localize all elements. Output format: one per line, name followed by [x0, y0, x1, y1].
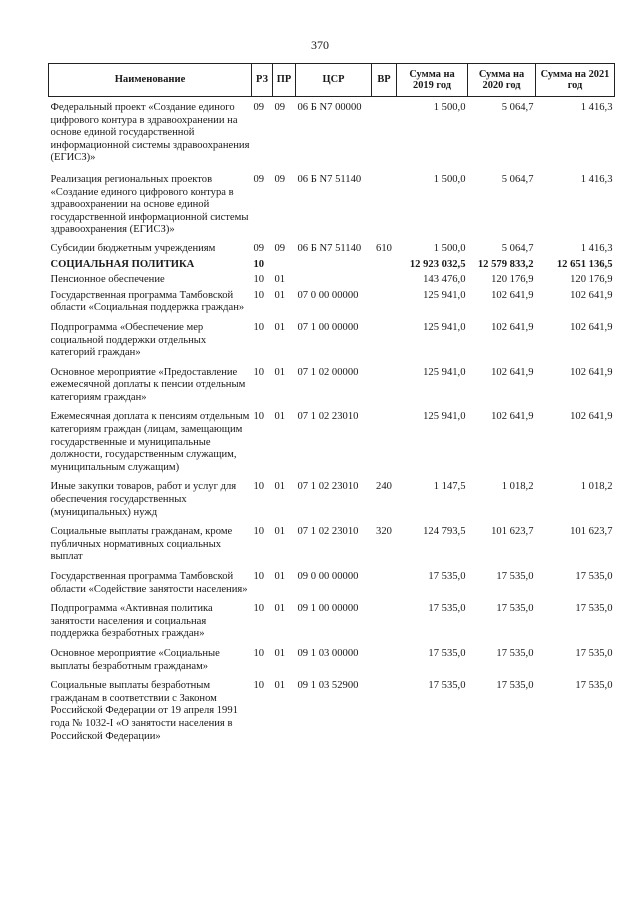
header-2019: Сумма на 2019 год [397, 64, 468, 97]
row-pr [273, 256, 296, 272]
row-sum-2019: 17 535,0 [428, 603, 466, 615]
table-row [49, 360, 615, 405]
row-name: Иные закупки товаров, работ и услуг для обеспечения государственных (муниципальных) нужд [50, 481, 237, 518]
row-name: Ежемесячная доплата к пенсиям отдельным категориям граждан (лицам, замещающим государственные и муниципальные должности, государственным служащим, муниципальным служащим) [50, 411, 250, 473]
row-name: Пенсионное обеспечение [50, 274, 165, 286]
row-sum-2019: 17 535,0 [428, 680, 466, 692]
row-rz: 10 [253, 411, 265, 423]
row-pr: 01 [274, 481, 286, 493]
table-row [49, 519, 615, 564]
header-rz: РЗ [252, 64, 273, 97]
row-vr [372, 404, 397, 474]
row-sum-2019: 1 147,5 [433, 481, 466, 493]
table-row [49, 237, 615, 256]
row-sum-2019: 125 941,0 [423, 321, 466, 333]
row-rz: 10 [253, 321, 265, 333]
row-name: Социальные выплаты безработным гражданам в соответствии с Законом Российской Федерации от 19 апреля 1991 года № 1032-I «О занятости населения в Российской Федерации» [50, 680, 238, 742]
row-rz: 10 [253, 258, 265, 270]
row-sum-2021: 1 416,3 [580, 173, 613, 185]
row-pr: 01 [274, 366, 286, 378]
row-vr: 240 [376, 481, 392, 493]
row-csr: 09 0 00 00000 [297, 571, 359, 582]
row-sum-2020: 12 579 833,2 [477, 258, 534, 270]
row-rz: 10 [253, 274, 265, 286]
row-sum-2020: 5 064,7 [501, 242, 534, 254]
row-sum-2020: 17 535,0 [496, 647, 534, 659]
row-vr [372, 315, 397, 360]
table-row [49, 256, 615, 272]
row-name: СОЦИАЛЬНАЯ ПОЛИТИКА [50, 258, 195, 270]
row-vr [372, 97, 397, 165]
table-row [49, 404, 615, 474]
row-csr: 07 1 02 00000 [297, 366, 359, 378]
row-vr [372, 641, 397, 673]
row-sum-2021: 102 641,9 [570, 289, 613, 301]
header-2021: Сумма на 2021 год [536, 64, 615, 97]
row-vr: 610 [376, 242, 392, 254]
row-sum-2020: 17 535,0 [496, 680, 534, 692]
row-rz: 10 [253, 481, 265, 493]
row-sum-2020: 102 641,9 [491, 289, 534, 301]
row-sum-2021: 102 641,9 [570, 366, 613, 378]
row-sum-2019: 124 793,5 [423, 526, 466, 538]
table-row [49, 271, 615, 287]
row-vr [372, 271, 397, 287]
row-rz: 10 [253, 647, 265, 659]
row-pr: 09 [274, 173, 286, 185]
row-sum-2020: 17 535,0 [496, 571, 534, 582]
row-sum-2021: 101 623,7 [570, 526, 613, 538]
row-sum-2020: 5 064,7 [501, 173, 534, 185]
row-csr: 06 Б N7 51140 [297, 173, 362, 185]
row-sum-2021: 12 651 136,5 [556, 258, 613, 270]
row-sum-2019: 143 476,0 [423, 274, 466, 286]
row-vr [372, 673, 397, 743]
row-sum-2021: 17 535,0 [575, 647, 613, 659]
row-sum-2020: 101 623,7 [491, 526, 534, 538]
row-sum-2021: 17 535,0 [575, 680, 613, 692]
row-pr: 01 [274, 411, 286, 423]
table-row [49, 474, 615, 519]
row-sum-2019: 125 941,0 [423, 289, 466, 301]
row-csr: 07 1 02 23010 [297, 481, 359, 493]
row-csr [296, 271, 372, 287]
table-row [49, 564, 615, 596]
row-sum-2019: 17 535,0 [428, 647, 466, 659]
table-header-row [49, 64, 615, 97]
row-name: Реализация региональных проектов «Создание единого цифрового контура в здравоохранении на основе единой государственной информационной системы здравоохранения (ЕГИСЗ)» [50, 173, 249, 236]
row-name: Социальные выплаты гражданам, кроме публичных нормативных социальных выплат [50, 526, 233, 563]
row-sum-2020: 102 641,9 [491, 321, 534, 333]
header-pr: ПР [273, 64, 296, 97]
row-vr: 320 [376, 526, 392, 538]
row-sum-2021: 120 176,9 [570, 274, 613, 286]
row-sum-2021: 102 641,9 [570, 321, 613, 333]
row-sum-2021: 17 535,0 [575, 571, 613, 582]
row-csr [296, 256, 372, 272]
row-rz: 09 [253, 173, 265, 185]
row-rz: 09 [253, 242, 265, 254]
row-sum-2021: 1 018,2 [580, 481, 613, 493]
row-sum-2019: 12 923 032,5 [409, 258, 466, 270]
row-name: Государственная программа Тамбовской области «Содействие занятости населения» [50, 571, 248, 595]
header-2020: Сумма на 2020 год [468, 64, 536, 97]
row-sum-2019: 17 535,0 [428, 571, 466, 582]
row-vr [372, 596, 397, 641]
row-csr: 07 0 00 00000 [297, 289, 359, 301]
row-rz: 10 [253, 526, 265, 538]
row-sum-2020: 17 535,0 [496, 603, 534, 615]
page-number: 370 [311, 38, 329, 52]
table-row [49, 596, 615, 641]
header-vr: ВР [372, 64, 397, 97]
row-csr: 07 1 02 23010 [297, 526, 359, 538]
row-name: Основное мероприятие «Предоставление ежемесячной доплаты к пенсии отдельным категориям граждан» [50, 366, 246, 403]
table-row [49, 315, 615, 360]
row-rz: 10 [253, 366, 265, 378]
row-sum-2019: 1 500,0 [433, 102, 466, 113]
row-vr [372, 564, 397, 596]
row-pr: 01 [274, 680, 286, 692]
row-csr: 06 Б N7 00000 [297, 102, 362, 113]
row-pr: 01 [274, 274, 286, 286]
row-pr: 01 [274, 526, 286, 538]
row-vr [372, 256, 397, 272]
table-row [49, 673, 615, 743]
row-sum-2021: 102 641,9 [570, 411, 613, 423]
row-pr: 01 [274, 321, 286, 333]
row-rz: 09 [253, 102, 265, 113]
row-csr: 07 1 00 00000 [297, 321, 359, 333]
row-csr: 07 1 02 23010 [297, 411, 359, 423]
row-name: Основное мероприятие «Социальные выплаты безработным гражданам» [50, 647, 220, 672]
table-row [49, 641, 615, 673]
row-csr: 09 1 03 52900 [297, 680, 359, 692]
table-row [49, 165, 615, 237]
row-pr: 01 [274, 603, 286, 615]
row-sum-2021: 1 416,3 [580, 242, 613, 254]
row-sum-2020: 102 641,9 [491, 366, 534, 378]
row-sum-2019: 125 941,0 [423, 411, 466, 423]
header-name: Наименование [49, 64, 252, 97]
table-row [49, 287, 615, 315]
row-rz: 10 [253, 603, 265, 615]
row-sum-2020: 5 064,7 [501, 102, 534, 113]
row-pr: 01 [274, 647, 286, 659]
row-pr: 09 [274, 242, 286, 254]
row-sum-2021: 1 416,3 [580, 102, 613, 113]
budget-table [48, 63, 615, 743]
row-name: Субсидии бюджетным учреждениям [50, 242, 216, 254]
row-vr [372, 287, 397, 315]
row-rz: 10 [253, 289, 265, 301]
row-sum-2020: 1 018,2 [501, 481, 534, 493]
row-sum-2019: 1 500,0 [433, 173, 466, 185]
row-pr: 09 [274, 102, 286, 113]
header-csr: ЦСР [296, 64, 372, 97]
row-vr [372, 360, 397, 405]
row-csr: 06 Б N7 51140 [297, 242, 362, 254]
row-name: Подпрограмма «Обеспечение мер социальной поддержки отдельных категорий граждан» [50, 321, 207, 359]
row-sum-2020: 102 641,9 [491, 411, 534, 423]
row-sum-2019: 125 941,0 [423, 366, 466, 378]
row-sum-2019: 1 500,0 [433, 242, 466, 254]
row-name: Государственная программа Тамбовской области «Социальная поддержка граждан» [50, 289, 245, 314]
row-sum-2021: 17 535,0 [575, 603, 613, 615]
row-name: Федеральный проект «Создание единого цифрового контура в здравоохранении на основе единой государственной информационной системы здравоохранения (ЕГИСЗ)» [50, 102, 250, 164]
row-csr: 09 1 03 00000 [297, 647, 359, 659]
row-vr [372, 165, 397, 237]
row-rz: 10 [253, 571, 265, 582]
row-pr: 01 [274, 289, 286, 301]
row-sum-2020: 120 176,9 [491, 274, 534, 286]
row-name: Подпрограмма «Активная политика занятости населения и социальная поддержка безработных граждан» [50, 603, 213, 640]
row-rz: 10 [253, 680, 265, 692]
row-csr: 09 1 00 00000 [297, 603, 359, 615]
table-row [49, 97, 615, 165]
row-pr: 01 [274, 571, 286, 582]
